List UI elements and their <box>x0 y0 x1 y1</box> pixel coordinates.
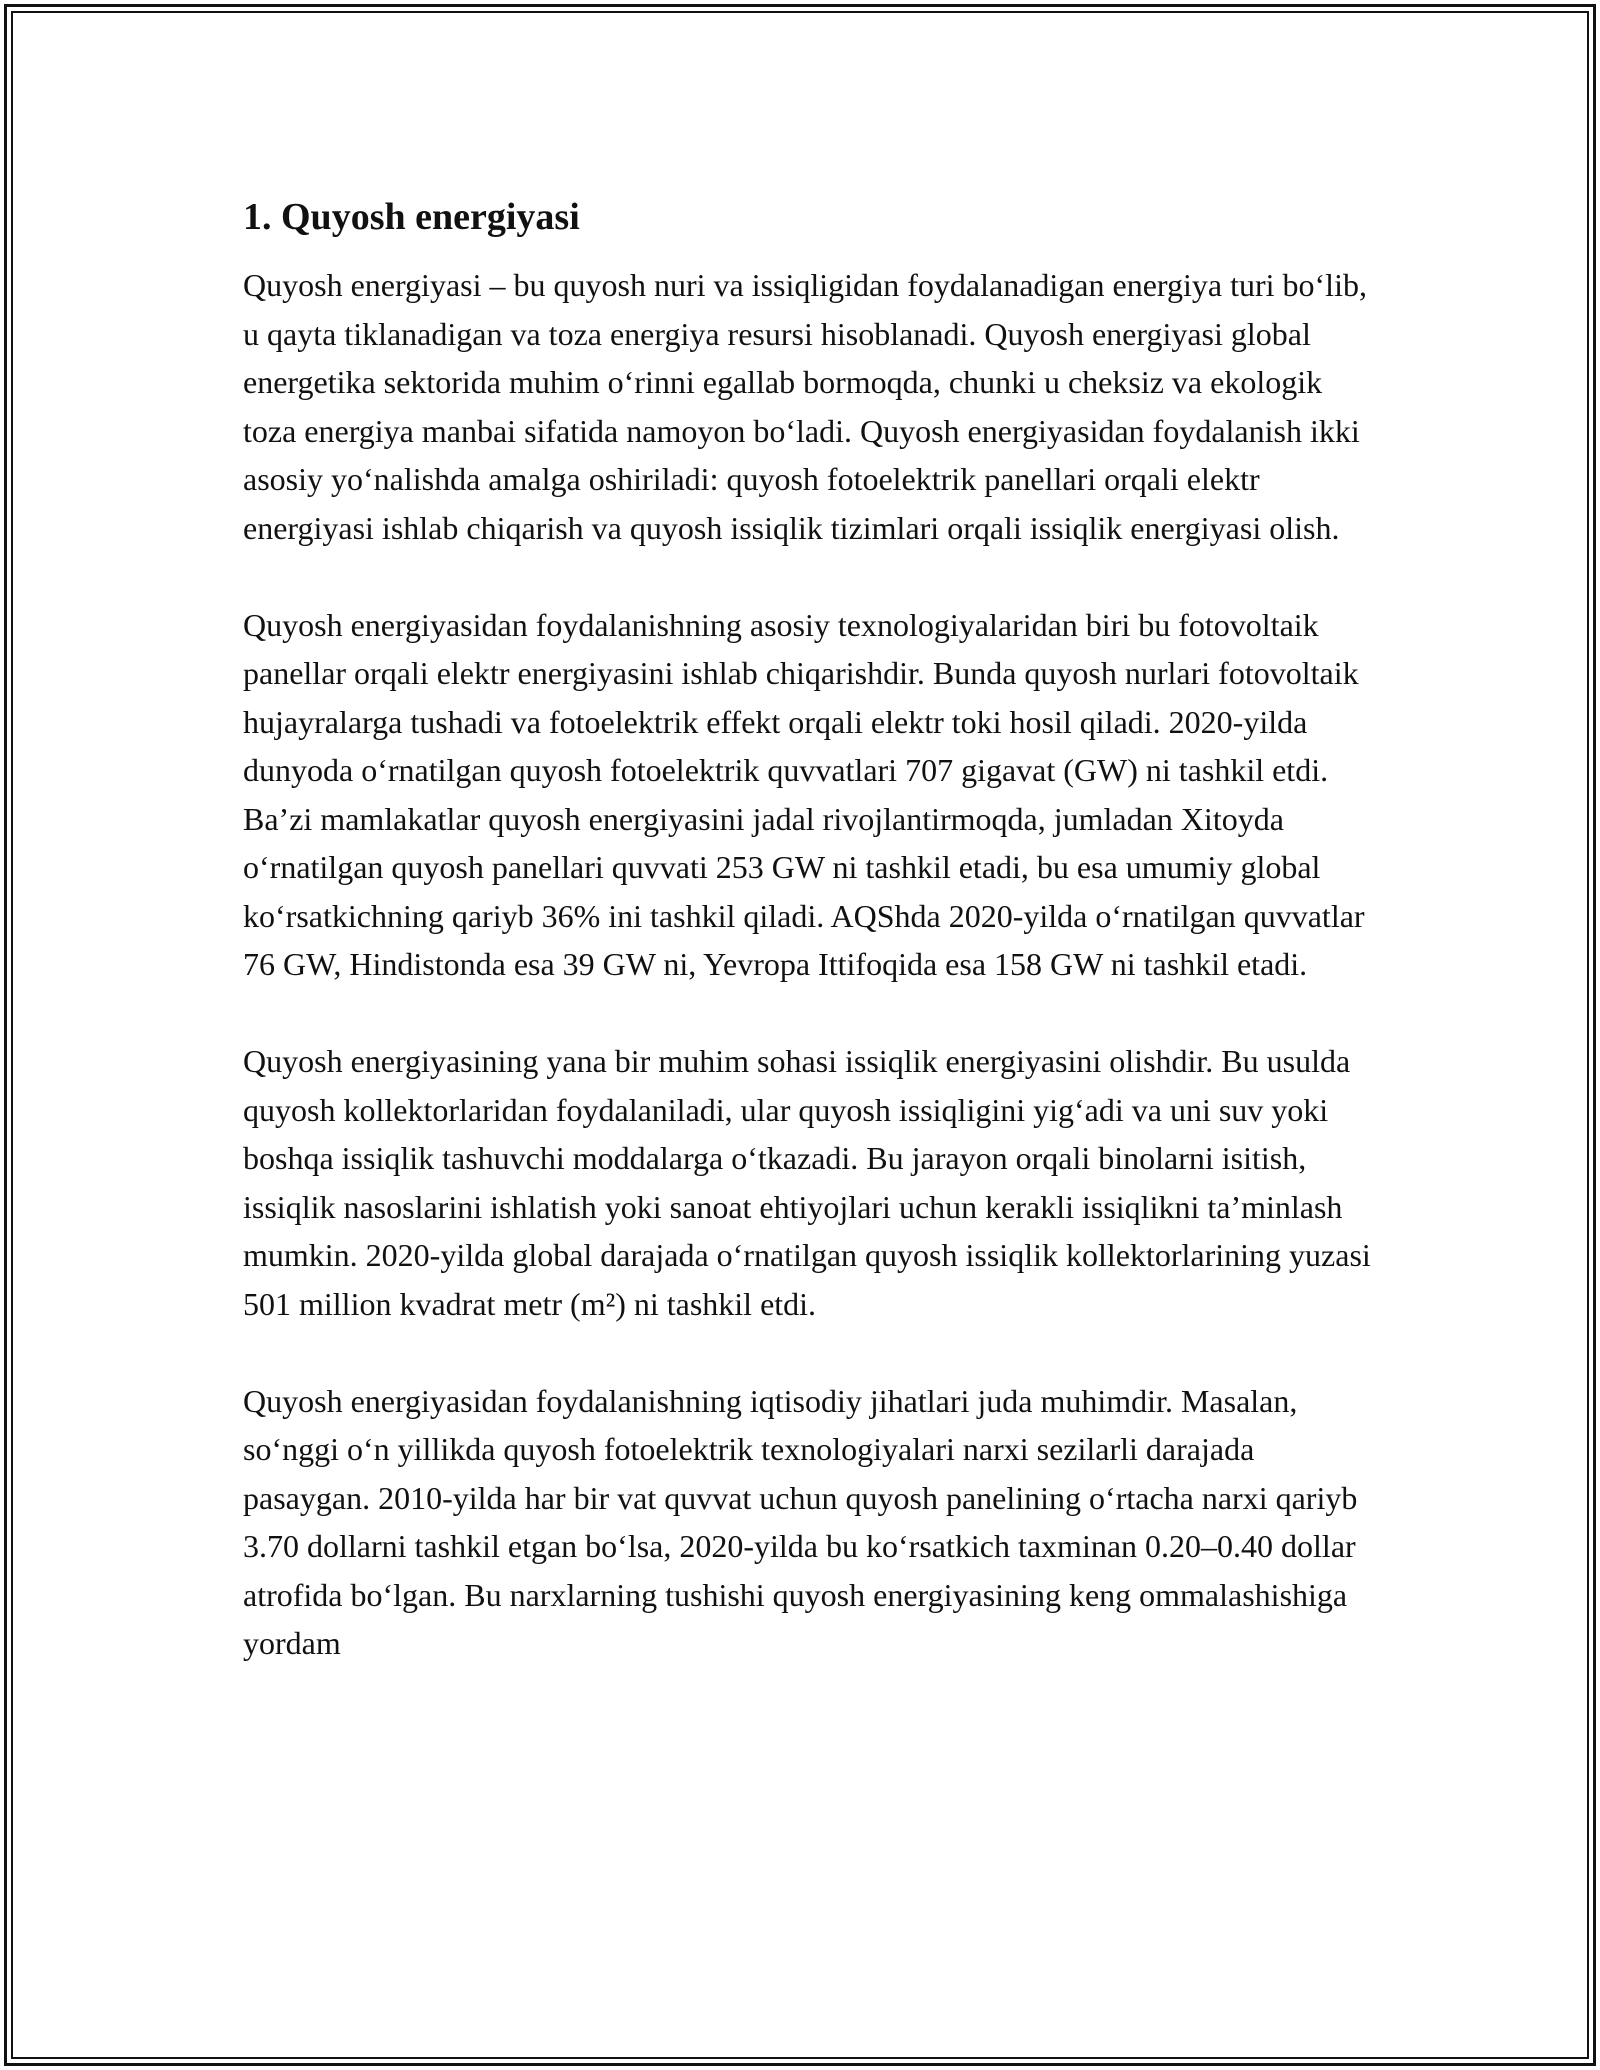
paragraph-photovoltaic: Quyosh energiyasidan foydalanishning asosiy texnologiyalaridan biri bu fotovoltaik panellar orqali elektr energiyasini ishlab chiqarishdir. Bunda quyosh nurlari fotovoltaik hujayralarga tushadi va fotoelektrik effekt orqali elektr toki hosil qiladi. 2020-yilda dunyoda o‘rnatilgan quyosh fotoelektrik quvvatlari 707 gigavat (GW) ni tashkil etdi. Ba’zi mamlakatlar quyosh energiyasini jadal rivojlantirmoqda, jumladan Xitoyda o‘rnatilgan quyosh panellari quvvati 253 GW ni tashkil etadi, bu esa umumiy global ko‘rsatkichning qariyb 36% ini tashkil qiladi. AQShda 2020-yilda o‘rnatilgan quvvatlar 76 GW, Hindistonda esa 39 GW ni, Yevropa Ittifoqida esa 158 GW ni tashkil etadi. <box>243 606 1365 982</box>
page-border <box>4 4 1596 2066</box>
paragraph-economics: Quyosh energiyasidan foydalanishning iqtisodiy jihatlari juda muhimdir. Masalan, so‘nggi o‘n yillikda quyosh fotoelektrik texnologiyalari narxi sezilarli darajada pasaygan. 2010-yilda har bir vat quvvat uchun quyosh panelining o‘rtacha narxi qariyb 3.70 dollarni tashkil etgan bo‘lsa, 2020-yilda bu ko‘rsatkich taxminan 0.20–0.40 dollar atrofida bo‘lgan. Bu narxlarning tushishi quyosh energiyasining keng ommalashishiga yordam <box>243 1382 1358 1661</box>
document-body <box>243 193 1371 1668</box>
paragraph-thermal: Quyosh energiyasining yana bir muhim sohasi issiqlik energiyasini olishdir. Bu usulda quyosh kollektorlaridan foydalaniladi, ular quyosh issiqligini yig‘adi va uni suv yoki boshqa issiqlik tashuvchi moddalarga o‘tkazadi. Bu jarayon orqali binolarni isitish, issiqlik nasoslarini ishlatish yoki sanoat ehtiyojlari uchun kerakli issiqlikni ta’minlash mumkin. 2020-yilda global darajada o‘rnatilgan quyosh issiqlik kollektorlarining yuzasi 501 million kvadrat metr (m²) ni tashkil etdi. <box>243 1043 1371 1322</box>
section-heading: 1. Quyosh energiyasi <box>243 196 580 238</box>
paragraph-intro: Quyosh energiyasi – bu quyosh nuri va issiqligidan foydalanadigan energiya turi bo‘lib, u qayta tiklanadigan va toza energiya resursi hisoblanadi. Quyosh energiyasi global energetika sektorida muhim o‘rinni egallab bormoqda, chunki u cheksiz va ekologik toza energiya manbai sifatida namoyon bo‘ladi. Quyosh energiyasidan foydalanish ikki asosiy yo‘nalishda amalga oshiriladi: quyosh fotoelektrik panellari orqali elektr energiyasi ishlab chiqarish va quyosh issiqlik tizimlari orqali issiqlik energiyasi olish. <box>243 267 1367 546</box>
